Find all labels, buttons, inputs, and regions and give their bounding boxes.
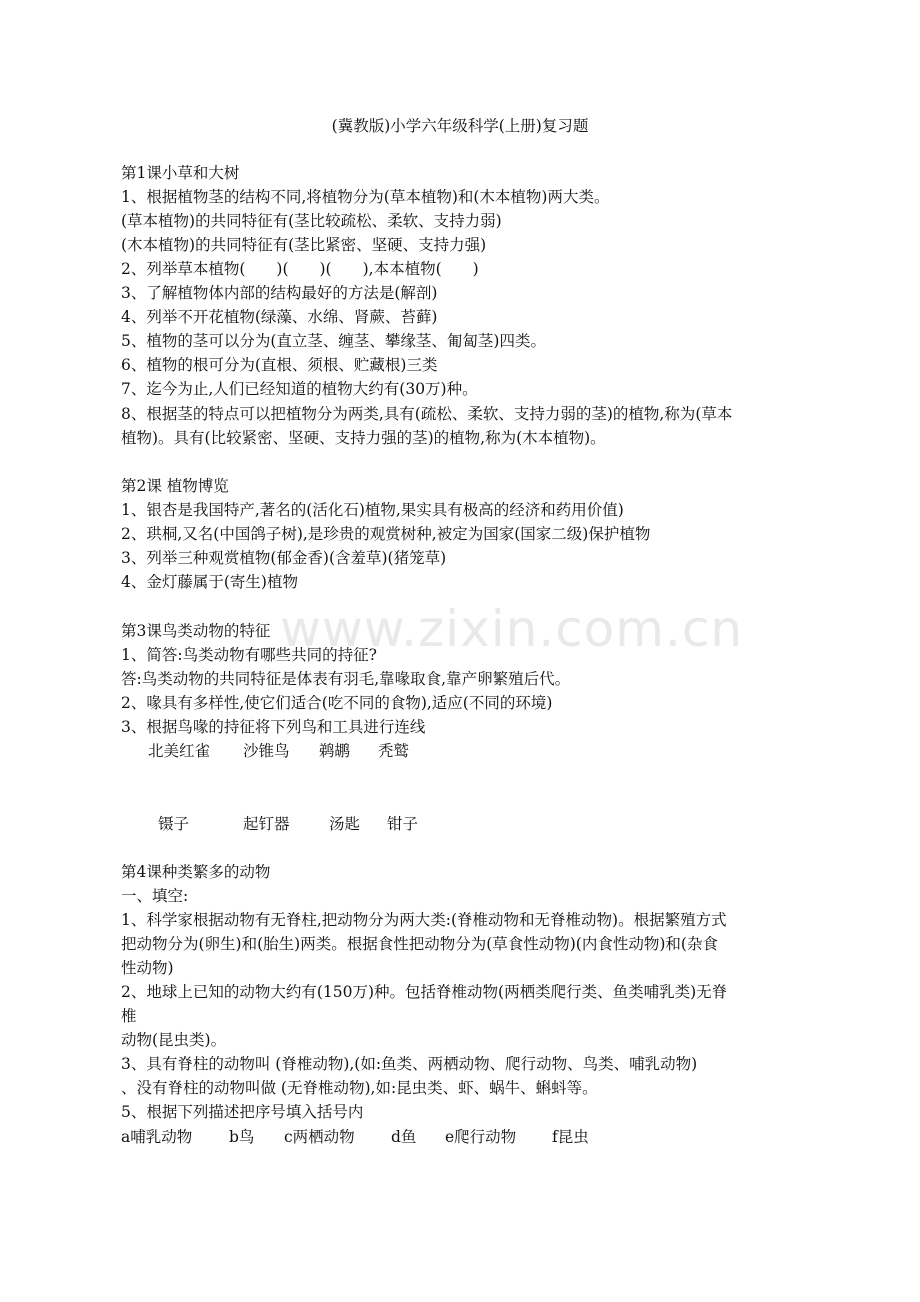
lesson-1-line: 7、迄今为止,人们已经知道的植物大约有(30万)种。 bbox=[121, 380, 478, 398]
animal-option: c两栖动物 bbox=[284, 1128, 355, 1146]
lesson-3-line: 2、喙具有多样性,使它们适合(吃不同的食物),适应(不同的环境) bbox=[121, 694, 553, 712]
lesson-1-heading: 第1课小草和大树 bbox=[121, 164, 240, 182]
tool-name: 钳子 bbox=[387, 815, 419, 833]
lesson-1-line: 5、植物的茎可以分为(直立茎、缠茎、攀缘茎、匍匐茎)四类。 bbox=[121, 332, 546, 350]
lesson-3-line: 1、简答:鸟类动物有哪些共同的持征? bbox=[121, 646, 377, 664]
lesson-4-line: 椎 bbox=[121, 1007, 137, 1025]
bird-name: 鹈鹕 bbox=[319, 742, 351, 760]
lesson-1-line: 2、列举草本植物( )( )( ),本本植物( ) bbox=[121, 260, 479, 278]
tool-name: 汤匙 bbox=[329, 815, 361, 833]
lesson-4-line: 一、填空: bbox=[121, 887, 189, 905]
lesson-1-line: 6、植物的根可分为(直根、须根、贮藏根)三类 bbox=[121, 356, 438, 374]
lesson-4-line: 1、科学家根据动物有无脊柱,把动物分为两大类:(脊椎动物和无脊椎动物)。根据繁殖方式 bbox=[121, 911, 727, 929]
lesson-1-line: 1、根据植物茎的结构不同,将植物分为(草本植物)和(木本植物)两大类。 bbox=[121, 188, 610, 206]
document-title: (冀教版)小学六年级科学(上册)复习题 bbox=[331, 117, 589, 135]
tool-name: 镊子 bbox=[158, 815, 190, 833]
bird-name: 北美红雀 bbox=[148, 742, 211, 760]
animal-option: b鸟 bbox=[229, 1128, 255, 1146]
lesson-4-line: 把动物分为(卵生)和(胎生)两类。根据食性把动物分为(草食性动物)(内食性动物)和(杂食 bbox=[121, 935, 718, 953]
lesson-2-line: 1、银杏是我国特产,著名的(活化石)植物,果实具有极高的经济和药用价值) bbox=[121, 501, 624, 519]
lesson-3-heading: 第3课鸟类动物的特征 bbox=[121, 622, 271, 640]
tool-name: 起钉器 bbox=[243, 815, 290, 833]
animal-option: e爬行动物 bbox=[445, 1128, 517, 1146]
lesson-4-line: 2、地球上已知的动物大约有(150万)种。包括脊椎动物(两栖类爬行类、鱼类哺乳类)无脊 bbox=[121, 983, 728, 1001]
lesson-2-line: 3、列举三种观赏植物(郁金香)(含羞草)(猪笼草) bbox=[121, 549, 447, 567]
animal-option: d鱼 bbox=[391, 1128, 417, 1146]
lesson-3-line: 3、根据鸟喙的持征将下列鸟和工具进行连线 bbox=[121, 718, 426, 736]
lesson-3-line: 答:鸟类动物的共同特征是体表有羽毛,靠喙取食,靠产卵繁殖后代。 bbox=[121, 670, 571, 688]
lesson-4-line: 性动物) bbox=[121, 959, 174, 977]
lesson-4-line: 3、具有脊柱的动物叫 (脊椎动物),(如:鱼类、两栖动物、爬行动物、鸟类、哺乳动物) bbox=[121, 1055, 698, 1073]
lesson-4-line: 、没有脊柱的动物叫做 (无脊椎动物),如:昆虫类、虾、蜗牛、蝌蚪等。 bbox=[121, 1079, 598, 1097]
lesson-2-line: 4、金灯藤属于(寄生)植物 bbox=[121, 573, 298, 591]
lesson-4-line: 5、根据下列描述把序号填入括号内 bbox=[121, 1103, 364, 1121]
lesson-1-line: 3、了解植物体内部的结构最好的方法是(解剖) bbox=[121, 284, 438, 302]
lesson-2-heading: 第2课 植物博览 bbox=[121, 477, 229, 495]
lesson-2-line: 2、珙桐,又名(中国鸽子树),是珍贵的观赏树种,被定为国家(国家二级)保护植物 bbox=[121, 525, 651, 543]
lesson-1-line: (草本植物)的共同特征有(茎比较疏松、柔软、支持力弱) bbox=[121, 212, 502, 230]
lesson-1-line: 4、列举不开花植物(绿藻、水绵、肾蕨、苔藓) bbox=[121, 308, 438, 326]
lesson-4-line: 动物(昆虫类)。 bbox=[121, 1031, 227, 1049]
lesson-4-heading: 第4课种类繁多的动物 bbox=[121, 863, 271, 881]
animal-option: a哺乳动物 bbox=[121, 1128, 193, 1146]
lesson-1-line: (木本植物)的共同特征有(茎比紧密、坚硬、支持力强) bbox=[121, 236, 487, 254]
watermark: www.zixin.com.cn bbox=[280, 600, 744, 658]
lesson-1-line: 植物)。具有(比较紧密、坚硬、支持力强的茎)的植物,称为(木本植物)。 bbox=[121, 429, 606, 447]
bird-name: 秃鹫 bbox=[378, 742, 410, 760]
lesson-1-line: 8、根据茎的特点可以把植物分为两类,具有(疏松、柔软、支持力弱的茎)的植物,称为(草本 bbox=[121, 405, 733, 423]
bird-name: 沙锥鸟 bbox=[243, 742, 290, 760]
animal-option: f昆虫 bbox=[552, 1128, 589, 1146]
